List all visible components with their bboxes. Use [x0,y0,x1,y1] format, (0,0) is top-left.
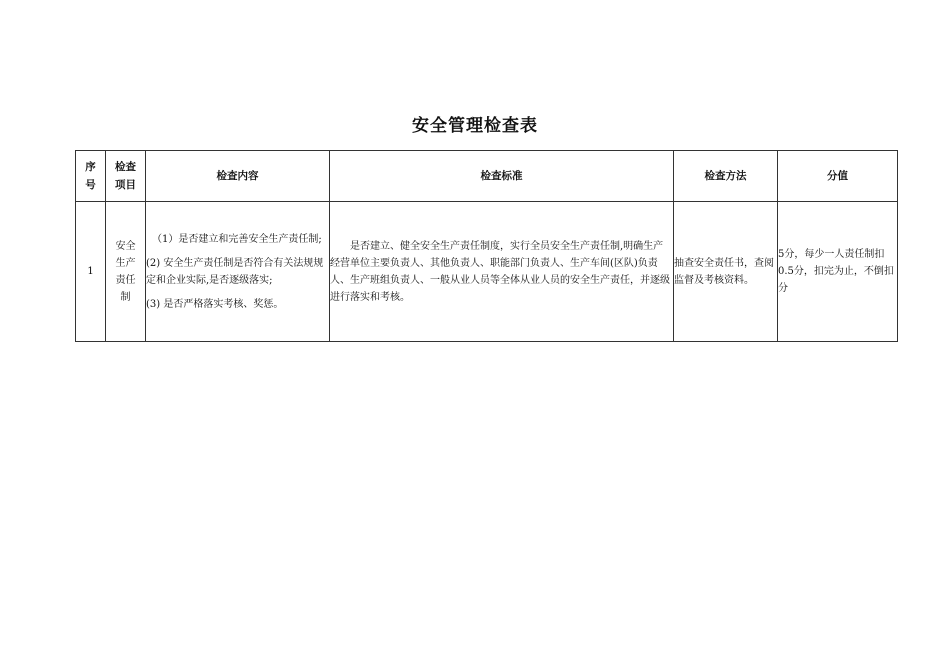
header-index-line-1: 序 [85,161,96,173]
content-point-3: (3) 是否严格落实考核、奖惩。 [146,298,284,310]
item-line-1: 安全 [115,240,136,252]
item-line-3: 责任 [115,274,136,286]
cell-index: 1 [76,202,106,342]
document-title: 安全管理检查表 [412,116,538,136]
content-point-1: （1）是否建立和完善安全生产责任制; [152,233,322,245]
table-header-row [76,151,898,202]
table-row [76,202,898,342]
cell-score: 5分，每少一人责任制扣0.5分，扣完为止，不倒扣分 [778,202,898,342]
header-item-line-2: 项目 [115,179,136,191]
safety-check-table [75,150,898,342]
cell-standard: 是否建立、健全安全生产责任制度，实行全员安全生产责任制,明确生产经营单位主要负责人、其他负责人、职能部门负责人、生产车间(区队)负责人、生产班组负责人、一般从业人员等全体从业人员的安全生产责任，并逐级进行落实和考核。 [330,202,674,342]
cell-item [106,202,146,342]
header-content: 检查内容 [146,151,330,202]
content-point-2: (2) 安全生产责任制是否符合有关法规规定和企业实际,是否逐级落实; [146,257,324,286]
header-item [106,151,146,202]
header-method: 检查方法 [674,151,778,202]
cell-method: 抽查安全责任书，查阅监督及考核资料。 [674,202,778,342]
header-index [76,151,106,202]
item-line-2: 生产 [115,257,136,269]
item-line-4: 制 [120,291,131,303]
header-item-line-1: 检查 [115,161,136,173]
header-score: 分值 [778,151,898,202]
header-index-line-2: 号 [85,179,96,191]
header-standard: 检查标准 [330,151,674,202]
cell-content [146,202,330,342]
